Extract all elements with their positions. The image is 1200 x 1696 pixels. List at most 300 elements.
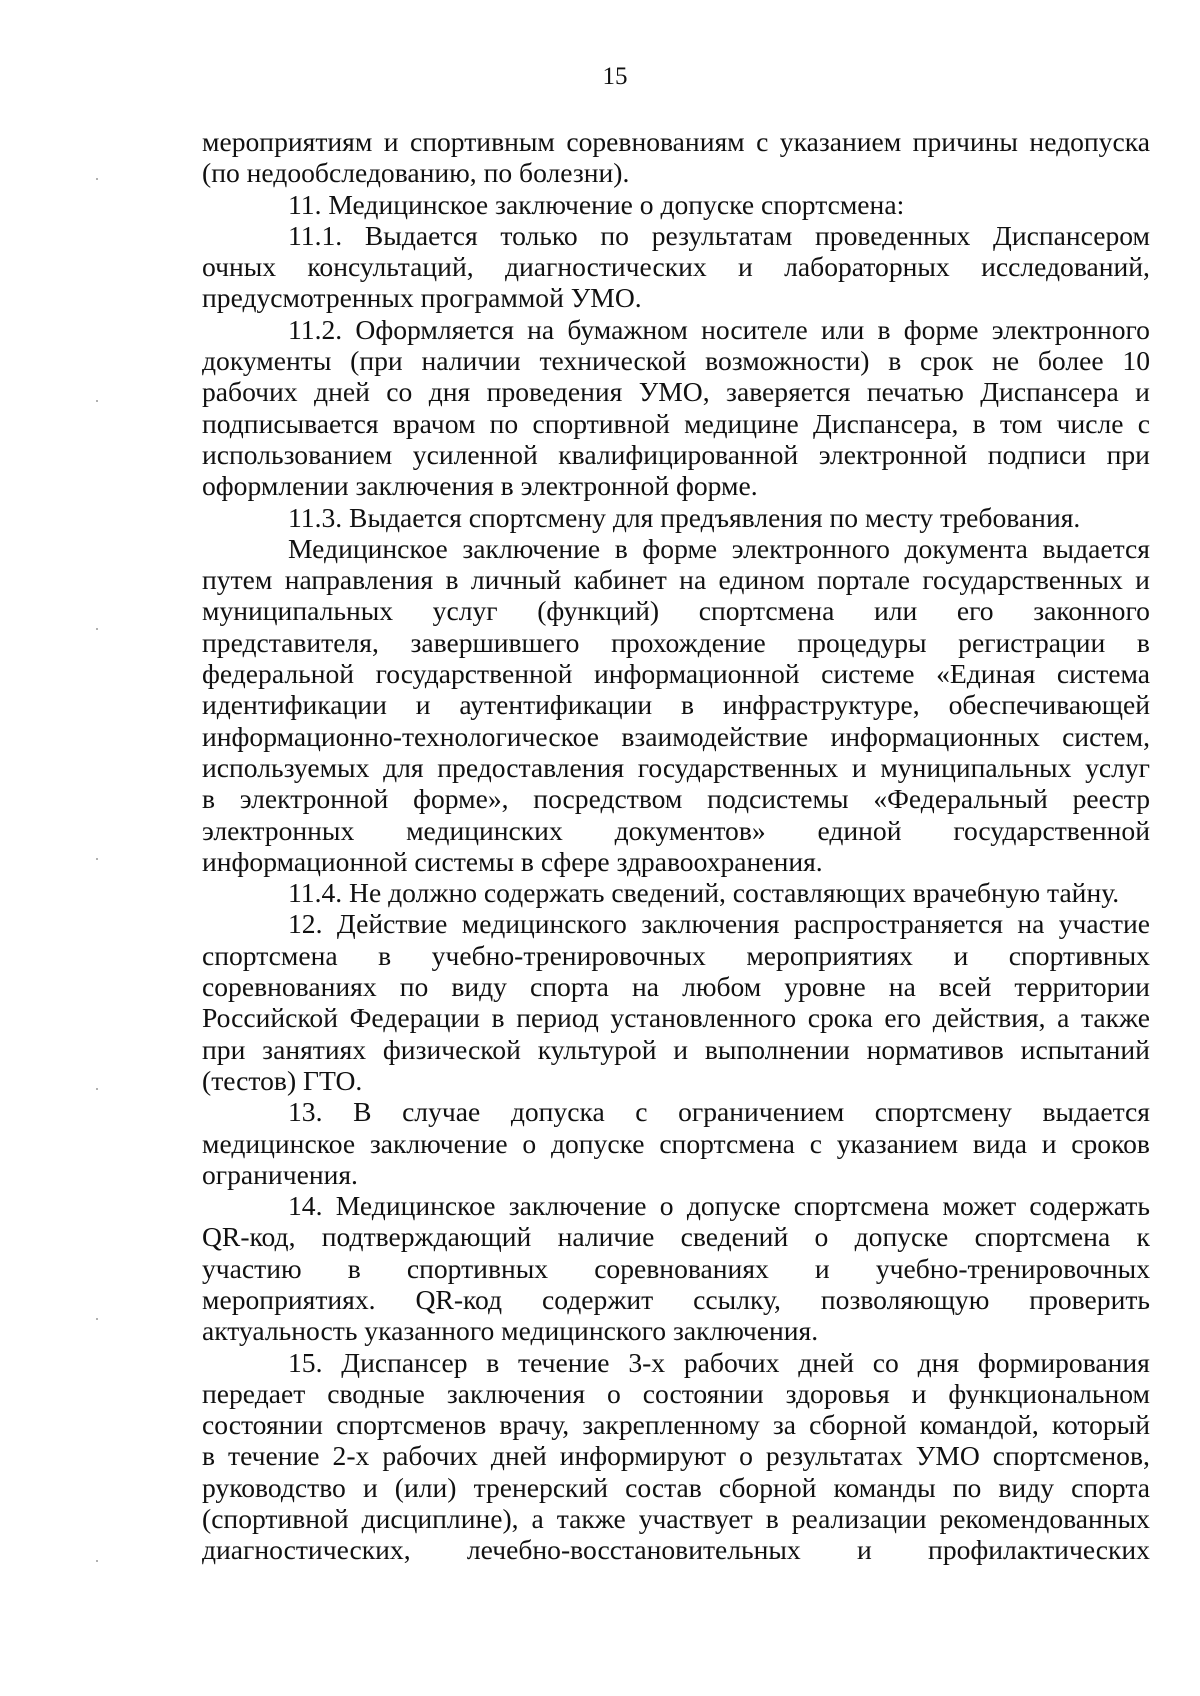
- word: В: [353, 1096, 372, 1128]
- word: на: [1017, 908, 1045, 940]
- word: уровне: [784, 971, 866, 1003]
- word: Диспансер: [341, 1346, 468, 1378]
- word: состоянии: [202, 1409, 323, 1441]
- word: учебно-тренировочных: [431, 939, 706, 971]
- word: мероприятиям: [202, 126, 373, 157]
- word: вида: [972, 1127, 1027, 1159]
- word: дней: [798, 1346, 855, 1378]
- word: 2-х: [332, 1440, 370, 1472]
- word: территории: [1014, 971, 1150, 1003]
- word: функциональном: [948, 1377, 1150, 1409]
- word: предоставления: [437, 751, 625, 783]
- word: подсистемы: [707, 783, 849, 815]
- word: сводные: [327, 1377, 425, 1409]
- word: установленного: [610, 1002, 797, 1034]
- word: дней: [314, 376, 370, 408]
- word: формирования: [977, 1346, 1150, 1378]
- word: по: [600, 219, 629, 251]
- word: заключения: [446, 1377, 586, 1409]
- word: системе: [821, 658, 915, 690]
- text-line: [202, 783, 1150, 814]
- word: за: [772, 1409, 796, 1441]
- word: спорта: [530, 971, 609, 1003]
- word: заключения: [641, 908, 780, 940]
- word: реализации: [791, 1503, 927, 1535]
- word: в: [888, 345, 902, 377]
- word: здоровья: [785, 1377, 890, 1409]
- word: команды: [833, 1471, 936, 1503]
- word: посредством: [533, 783, 683, 815]
- word: процедуры: [797, 626, 927, 658]
- word: наличие: [557, 1221, 655, 1253]
- word: нормативов: [866, 1033, 1004, 1065]
- word: командой,: [919, 1409, 1039, 1441]
- word: дня: [428, 376, 471, 408]
- word: путем: [202, 564, 273, 596]
- word: Диспансера,: [813, 407, 959, 439]
- word: 3-х: [628, 1346, 666, 1378]
- word: единой: [817, 814, 902, 846]
- word: личный: [470, 564, 562, 596]
- word: и: [1135, 376, 1150, 408]
- word: тренерский: [473, 1471, 609, 1503]
- word: спортсмена: [202, 939, 338, 971]
- word: спортсмена: [659, 1127, 795, 1159]
- word: состав: [625, 1471, 702, 1503]
- word: действия,: [932, 1002, 1046, 1034]
- word: руководство: [202, 1471, 346, 1503]
- word: бумажном: [567, 313, 688, 345]
- word: 11.2.: [288, 313, 343, 345]
- word: подтверждающий: [321, 1221, 532, 1253]
- word: и: [857, 1534, 872, 1566]
- text-line: [202, 1253, 1150, 1284]
- scan-margin-marks: [96, 0, 102, 1696]
- scan-dot: [96, 1560, 98, 1562]
- word: муниципальных: [880, 751, 1072, 783]
- word: система: [1056, 658, 1150, 690]
- word: с: [1137, 407, 1150, 439]
- word: исследований,: [981, 251, 1150, 283]
- word: а: [531, 1503, 544, 1535]
- word: заключение: [508, 1190, 647, 1222]
- text-line: [202, 439, 1150, 470]
- word: электронной: [818, 438, 968, 470]
- text-line: [202, 1096, 1150, 1127]
- word: спортивных: [406, 1252, 549, 1284]
- word: (при: [350, 345, 403, 377]
- word: с: [756, 126, 769, 157]
- text-line: [202, 1034, 1150, 1065]
- word: соревнованиях: [202, 971, 377, 1003]
- text-line: [202, 689, 1150, 720]
- word: и: [415, 689, 431, 721]
- word: в: [202, 1440, 216, 1472]
- word: QR-код,: [202, 1221, 296, 1253]
- text-line: [202, 595, 1150, 626]
- text-line: [202, 721, 1150, 752]
- word: 15.: [288, 1346, 323, 1378]
- word: портале: [817, 564, 911, 596]
- text-line: [202, 1221, 1150, 1252]
- word: указанием: [836, 1127, 959, 1159]
- text-line: [202, 971, 1150, 1002]
- word: заключение: [462, 532, 601, 564]
- word: используемых: [202, 751, 370, 783]
- word: медицинское: [202, 1127, 356, 1159]
- text-line: [202, 1190, 1150, 1221]
- word: всей: [938, 971, 992, 1003]
- word: в: [491, 1002, 505, 1034]
- word: информационных: [830, 720, 1040, 752]
- word: или: [873, 595, 918, 627]
- word: рабочих: [683, 1346, 780, 1378]
- word: физической: [382, 1033, 521, 1065]
- word: и: [383, 126, 399, 157]
- word: мероприятиях: [746, 939, 913, 971]
- word: лечебно-восстановительных: [466, 1534, 801, 1566]
- word: врачом: [392, 407, 476, 439]
- word: участию: [202, 1252, 302, 1284]
- word: числе: [1056, 407, 1124, 439]
- word: о: [659, 1190, 674, 1222]
- word: подписи: [987, 438, 1087, 470]
- word: возможности): [705, 345, 870, 377]
- word: спортсмена: [698, 595, 835, 627]
- scan-dot: [96, 628, 98, 630]
- text-line: [202, 1378, 1150, 1409]
- word: документов»: [614, 814, 766, 846]
- word: и: [1135, 564, 1150, 596]
- word: информационно-технологическое: [202, 720, 599, 752]
- word: инфраструктуре,: [722, 689, 920, 721]
- word: виду: [998, 1471, 1054, 1503]
- word: электронных: [202, 814, 355, 846]
- word: указанием: [779, 126, 902, 157]
- word: Федерации: [349, 1002, 480, 1034]
- word: сведений: [680, 1221, 789, 1253]
- word: технической: [539, 345, 687, 377]
- word: дисциплине),: [361, 1503, 519, 1535]
- word: по: [489, 407, 519, 439]
- word: форме»,: [413, 783, 509, 815]
- word: культурой: [537, 1033, 657, 1065]
- word: обеспечивающей: [948, 689, 1150, 721]
- word: форме: [903, 313, 979, 345]
- word: аутентификации: [459, 689, 653, 721]
- word: электронного: [731, 532, 890, 564]
- word: не: [992, 345, 1020, 377]
- word: государственной: [375, 658, 573, 690]
- word: взаимодействие: [621, 720, 809, 752]
- word: Оформляется: [355, 313, 514, 345]
- word: электронного: [991, 313, 1150, 345]
- word: медицине: [684, 407, 799, 439]
- text-line: [202, 1284, 1150, 1315]
- word: причины: [912, 126, 1018, 157]
- text-line: (тестов) ГТО.: [202, 1064, 363, 1096]
- word: соревнованиях: [594, 1252, 769, 1284]
- word: (функций): [537, 595, 660, 627]
- word: сроков: [1071, 1127, 1150, 1159]
- word: содержать: [1029, 1190, 1150, 1222]
- word: на: [679, 564, 707, 596]
- word: УМО,: [638, 376, 710, 408]
- word: в: [765, 1503, 779, 1535]
- word: виду: [451, 971, 507, 1003]
- word: государственных: [922, 564, 1123, 596]
- word: том: [999, 407, 1043, 439]
- word: Российской: [202, 1002, 338, 1034]
- word: спортсмена: [793, 1190, 930, 1222]
- text-line: [202, 1503, 1150, 1534]
- text-line: [202, 1002, 1150, 1033]
- word: 14.: [288, 1190, 323, 1222]
- scan-dot: [96, 178, 98, 180]
- text-line: [202, 564, 1150, 595]
- word: печатью: [866, 376, 964, 408]
- word: в: [445, 564, 459, 596]
- word: в: [972, 407, 986, 439]
- word: закрепленному: [582, 1409, 760, 1441]
- text-line: [202, 752, 1150, 783]
- word: рекомендованных: [939, 1503, 1150, 1535]
- word: услуг: [1085, 751, 1150, 783]
- word: Медицинское: [288, 532, 448, 564]
- word: Диспансером: [993, 219, 1150, 251]
- text-line: [202, 408, 1150, 439]
- word: а: [1057, 1002, 1070, 1034]
- word: Выдается: [364, 219, 478, 251]
- word: документа: [904, 532, 1028, 564]
- word: документы: [202, 345, 332, 377]
- word: рабочих: [382, 1440, 478, 1472]
- text-line: [202, 533, 1150, 564]
- word: Действие: [336, 908, 448, 940]
- word: и: [814, 1252, 830, 1284]
- word: и: [1041, 1127, 1057, 1159]
- word: профилактических: [928, 1534, 1150, 1566]
- word: результатах: [765, 1440, 903, 1472]
- scan-dot: [96, 400, 98, 402]
- word: о: [739, 1440, 753, 1472]
- word: направления: [284, 564, 434, 596]
- word: или: [820, 313, 865, 345]
- word: который: [1051, 1409, 1150, 1441]
- word: позволяющую: [820, 1283, 990, 1315]
- text-line: (по недообследованию, по болезни).: [202, 157, 630, 189]
- text-line: [202, 658, 1150, 689]
- word: диагностических: [504, 251, 707, 283]
- text-line: [202, 1347, 1150, 1378]
- word: информируют: [559, 1440, 727, 1472]
- word: выдается: [1042, 1096, 1150, 1128]
- text-line: [202, 126, 1150, 157]
- word: электронной: [239, 783, 389, 815]
- word: рабочих: [202, 376, 298, 408]
- word: УМО: [915, 1440, 980, 1472]
- word: спортивным: [410, 126, 555, 157]
- text-line: [202, 251, 1150, 282]
- word: Медицинское: [335, 1190, 496, 1222]
- word: 12.: [288, 908, 323, 940]
- word: законного: [1033, 595, 1150, 627]
- word: в: [486, 1346, 500, 1378]
- word: медицинского: [461, 908, 627, 940]
- word: в: [202, 783, 216, 815]
- text-line: [202, 940, 1150, 971]
- word: государственных: [637, 751, 839, 783]
- word: о: [522, 1127, 537, 1159]
- word: занятиях: [262, 1033, 367, 1065]
- word: более: [1037, 345, 1104, 377]
- scan-dot: [96, 1088, 98, 1090]
- word: лабораторных: [784, 251, 950, 283]
- word: о: [814, 1221, 829, 1253]
- word: передает: [202, 1377, 306, 1409]
- word: соревнованиям: [566, 126, 745, 157]
- word: сборной: [809, 1409, 907, 1441]
- word: заключение: [369, 1127, 508, 1159]
- word: его: [884, 1002, 922, 1034]
- word: также: [1080, 1002, 1150, 1034]
- word: к: [1136, 1221, 1150, 1253]
- word: по: [952, 1471, 982, 1503]
- word: использованием: [202, 438, 393, 470]
- word: QR-код: [415, 1283, 503, 1315]
- word: очных: [202, 251, 277, 283]
- word: участвует: [638, 1503, 753, 1535]
- text-line: актуальность указанного медицинского заключения.: [202, 1315, 819, 1347]
- page-number: 15: [602, 63, 628, 90]
- word: при: [202, 1033, 246, 1065]
- word: муниципальных: [202, 595, 394, 627]
- word: консультаций,: [307, 251, 474, 283]
- word: учебно-тренировочных: [875, 1252, 1150, 1284]
- text-line: 11. Медицинское заключение о допуске спортсмена:: [288, 188, 905, 220]
- word: и: [911, 1377, 927, 1409]
- text-line: [202, 314, 1150, 345]
- scan-dot: [96, 1318, 98, 1320]
- word: на: [527, 313, 555, 345]
- word: наличии: [421, 345, 521, 377]
- text-line: [202, 1128, 1150, 1159]
- text-line: предусмотренных программой УМО.: [202, 282, 642, 314]
- word: срока: [807, 1002, 873, 1034]
- text-line: [202, 1440, 1150, 1471]
- word: с: [809, 1127, 822, 1159]
- document-body: [202, 126, 1150, 1566]
- word: идентификации: [202, 689, 387, 721]
- word: недопуска: [1029, 126, 1150, 157]
- word: заверяется: [726, 376, 851, 408]
- word: квалифицированной: [558, 438, 799, 470]
- word: со: [872, 1346, 899, 1378]
- word: результатам: [651, 219, 793, 251]
- word: форме: [642, 532, 718, 564]
- word: содержит: [542, 1283, 654, 1315]
- word: 10: [1122, 345, 1150, 377]
- word: врачу,: [499, 1409, 570, 1441]
- word: кабинет: [573, 564, 667, 596]
- word: «Единая: [936, 658, 1036, 690]
- word: «Федеральный: [873, 783, 1048, 815]
- text-line: [202, 627, 1150, 658]
- text-line: 11.3. Выдается спортсмену для предъявления по месту требования.: [288, 501, 1081, 533]
- word: испытаний: [1020, 1033, 1150, 1065]
- word: течение: [518, 1346, 610, 1378]
- word: срок: [920, 345, 974, 377]
- word: и: [362, 1471, 378, 1503]
- word: спорта: [1071, 1471, 1150, 1503]
- text-line: [202, 220, 1150, 251]
- word: диагностических,: [202, 1534, 411, 1566]
- text-line: [202, 908, 1150, 939]
- word: услуг: [432, 595, 498, 627]
- word: проверить: [1029, 1283, 1150, 1315]
- word: участие: [1058, 908, 1150, 940]
- word: по: [399, 971, 429, 1003]
- word: спортивных: [1008, 939, 1150, 971]
- word: выполнении: [704, 1033, 850, 1065]
- scan-dot: [96, 858, 98, 860]
- word: и: [851, 751, 867, 783]
- text-line: [202, 376, 1150, 407]
- word: 11.1.: [288, 219, 343, 251]
- text-line: [202, 815, 1150, 846]
- text-line: [202, 1472, 1150, 1503]
- word: усиленной: [412, 438, 538, 470]
- word: в: [347, 1252, 361, 1284]
- word: со: [386, 376, 413, 408]
- word: в: [614, 532, 628, 564]
- word: допуске: [686, 1190, 781, 1222]
- word: завершившего: [410, 626, 580, 658]
- word: выдается: [1042, 532, 1150, 564]
- word: систем,: [1062, 720, 1150, 752]
- word: при: [1106, 438, 1150, 470]
- word: любом: [682, 971, 762, 1003]
- word: допуске: [550, 1127, 645, 1159]
- word: дней: [490, 1440, 547, 1472]
- text-line: 11.4. Не должно содержать сведений, составляющих врачебную тайну.: [288, 877, 1120, 909]
- word: в: [378, 939, 392, 971]
- word: для: [383, 751, 424, 783]
- word: случае: [402, 1096, 481, 1128]
- word: медицинских: [406, 814, 563, 846]
- word: реестр: [1072, 783, 1150, 815]
- word: распространяется: [793, 908, 1003, 940]
- word: в: [1136, 626, 1150, 658]
- text-line: оформлении заключения в электронной форме.: [202, 470, 758, 502]
- word: состоянии: [642, 1377, 764, 1409]
- text-line: [202, 1534, 1150, 1565]
- word: с: [635, 1096, 648, 1128]
- word: допуска: [510, 1096, 605, 1128]
- word: о: [607, 1377, 621, 1409]
- word: только: [500, 219, 578, 251]
- word: проведения: [486, 376, 623, 408]
- word: на: [888, 971, 916, 1003]
- word: спортивной: [532, 407, 670, 439]
- text-line: ограничения.: [202, 1158, 358, 1190]
- word: государственной: [953, 814, 1150, 846]
- word: ограничением: [678, 1096, 845, 1128]
- word: представителя,: [202, 626, 379, 658]
- word: дня: [917, 1346, 960, 1378]
- word: проведенных: [815, 219, 971, 251]
- word: спортсменов: [336, 1409, 487, 1441]
